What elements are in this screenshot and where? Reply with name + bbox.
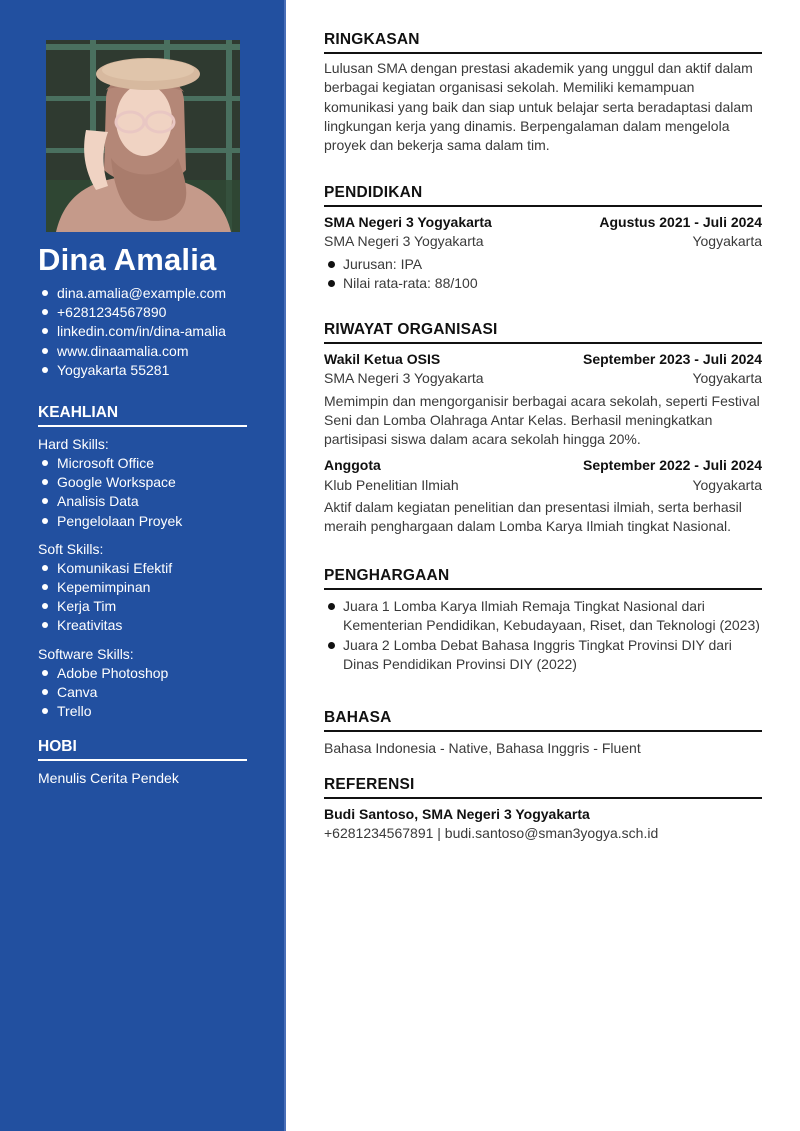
contact-website[interactable]: www.dinaamalia.com: [38, 342, 226, 361]
summary-section: [324, 31, 762, 155]
awards-heading: PENGHARGAAN: [324, 567, 762, 590]
awards-section: [324, 567, 762, 674]
organization-period: September 2022 - Juli 2024: [583, 457, 762, 474]
education-entry: [324, 213, 762, 293]
organization-entry: [324, 350, 762, 449]
skill-item: Google Workspace: [38, 473, 247, 492]
profile-photo-illustration: [46, 40, 240, 232]
skill-item: Microsoft Office: [38, 454, 247, 473]
education-location: Yogyakarta: [692, 233, 762, 250]
organization-heading: RIWAYAT ORGANISASI: [324, 321, 762, 344]
education-detail: Nilai rata-rata: 88/100: [324, 274, 762, 293]
organization-description: Aktif dalam kegiatan penelitian dan presentasi ilmiah, serta berhasil meraih penghargaan dalam Lomba Karya Ilmiah tingkat Nasional.: [324, 499, 742, 535]
education-detail: Jurusan: IPA: [324, 255, 762, 274]
education-section: [324, 184, 762, 293]
skill-item: Pengelolaan Proyek: [38, 512, 247, 531]
summary-text: Lulusan SMA dengan prestasi akademik yang unggul dan aktif dalam berbagai kegiatan organisasi sekolah. Memiliki kemampuan komunikasi yang baik dan siap untuk belajar serta beradaptasi dalam lingkungan kerja yang dinamis. Berpengalaman dalam mengelola proyek dan bekerja sama dalam tim.: [324, 60, 753, 154]
skill-item: Canva: [38, 683, 247, 702]
contact-phone[interactable]: +6281234567890: [38, 303, 226, 322]
skill-item: Adobe Photoshop: [38, 664, 247, 683]
organization-location: Yogyakarta: [692, 476, 762, 493]
contact-address: Yogyakarta 55281: [38, 361, 226, 380]
hobby-text: Menulis Cerita Pendek: [38, 770, 179, 786]
skill-group-software: [38, 645, 247, 722]
contact-linkedin[interactable]: linkedin.com/in/dina-amalia: [38, 322, 226, 341]
languages-heading: BAHASA: [324, 709, 762, 732]
skill-item: Kepemimpinan: [38, 578, 247, 597]
organization-name: SMA Negeri 3 Yogyakarta: [324, 370, 484, 387]
organization-period: September 2023 - Juli 2024: [583, 351, 762, 367]
education-school: SMA Negeri 3 Yogyakarta: [324, 214, 492, 230]
skill-item: Trello: [38, 702, 247, 721]
skill-group-label: Hard Skills:: [38, 436, 109, 452]
languages-text: Bahasa Indonesia - Native, Bahasa Inggris - Fluent: [324, 740, 641, 756]
award-item: Juara 2 Lomba Debat Bahasa Inggris Tingkat Provinsi DIY dari Dinas Pendidikan Provinsi DIY (2022): [324, 636, 762, 675]
reference-contact: +6281234567891 | budi.santoso@sman3yogya.sch.id: [324, 825, 659, 841]
education-heading: PENDIDIKAN: [324, 184, 762, 207]
references-heading: REFERENSI: [324, 776, 762, 799]
skill-group-hard: [38, 435, 247, 531]
skills-heading: KEAHLIAN: [38, 404, 247, 427]
award-item: Juara 1 Lomba Karya Ilmiah Remaja Tingkat Nasional dari Kementerian Pendidikan, Kebudayaan, Riset, dan Teknologi (2023): [324, 597, 762, 636]
organization-name: Klub Penelitian Ilmiah: [324, 476, 459, 493]
organization-location: Yogyakarta: [692, 370, 762, 387]
hobby-heading: HOBI: [38, 738, 247, 761]
education-institution: SMA Negeri 3 Yogyakarta: [324, 233, 484, 250]
reference-name: Budi Santoso, SMA Negeri 3 Yogyakarta: [324, 806, 590, 822]
profile-photo: [46, 40, 240, 232]
skills-section: [38, 435, 247, 730]
summary-heading: RINGKASAN: [324, 31, 762, 54]
skill-group-label: Soft Skills:: [38, 540, 104, 557]
candidate-name: Dina Amalia: [38, 242, 217, 277]
references-section: [324, 776, 762, 843]
skill-item: Kerja Tim: [38, 597, 247, 616]
skill-group-label: Software Skills:: [38, 645, 134, 662]
contact-email[interactable]: dina.amalia@example.com: [38, 284, 226, 303]
organization-entry: [324, 456, 762, 536]
languages-section: [324, 709, 762, 758]
skill-item: Kreativitas: [38, 616, 247, 635]
organization-section: [324, 321, 762, 537]
organization-description: Memimpin dan mengorganisir berbagai acara sekolah, seperti Festival Seni dan Lomba Olahraga Antar Kelas. Berhasil meningkatkan partisipasi siswa dalam acara sekolah hingga 20%.: [324, 392, 760, 448]
organization-role: Anggota: [324, 457, 381, 474]
education-period: Agustus 2021 - Juli 2024: [599, 214, 762, 230]
skill-item: Analisis Data: [38, 492, 247, 511]
skill-item: Komunikasi Efektif: [38, 559, 247, 578]
organization-role: Wakil Ketua OSIS: [324, 351, 441, 367]
skill-group-soft: [38, 540, 247, 636]
sidebar: [0, 0, 286, 1131]
contact-list: [38, 284, 226, 380]
